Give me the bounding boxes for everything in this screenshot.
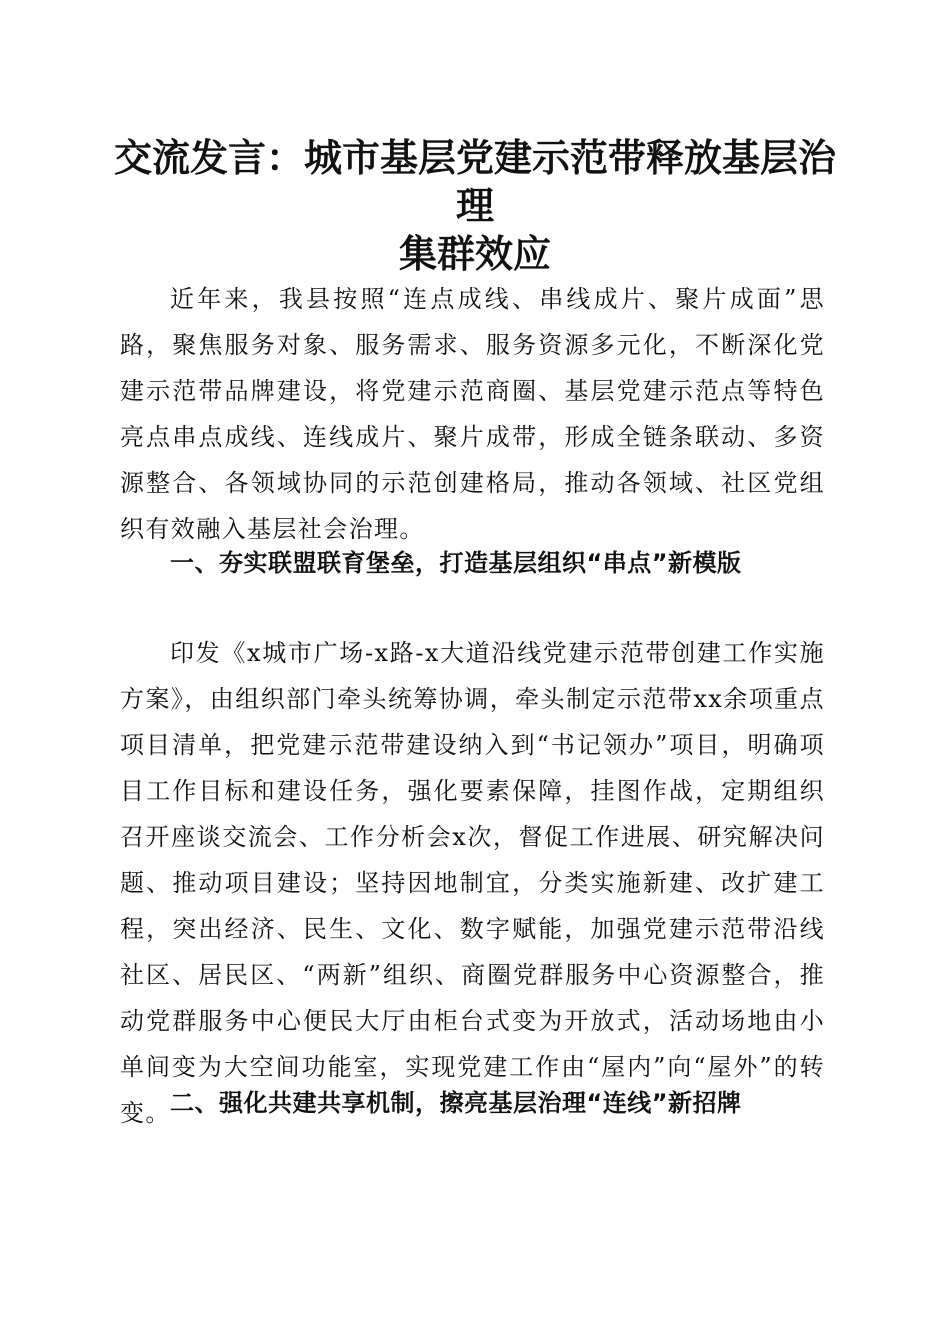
section-heading-1: 一、夯实联盟联育堡垒，打造基层组织“串点”新模版 xyxy=(170,549,742,577)
section-heading-2: 二、强化共建共享机制，擦亮基层治理“连线”新招牌 xyxy=(170,1089,742,1117)
intro-paragraph: 近年来，我县按照“连点成线、串线成片、聚片成面”思路，聚焦服务对象、服务需求、服务资源多元化，不断深化党建示范带品牌建设，将党建示范商圈、基层党建示范点等特色亮点串点成线、连线成片、聚片成带，形成全链条联动、多资源整合、各领域协同的示范创建格局，推动各领域、社区党组织有效融入基层社会治理。 xyxy=(120,285,825,543)
section-1-paragraph: 印发《x城市广场-x路-x大道沿线党建示范带创建工作实施方案》，由组织部门牵头统筹协调，牵头制定示范带xx余项重点项目清单，把党建示范带建设纳入到“书记领办”项目，明确项目工作目标和建设任务，强化要素保障，挂图作战，定期组织召开座谈交流会、工作分析会x次，督促工作进展、研究解决问题、推动项目建设；坚持因地制宜，分类实施新建、改扩建工程，突出经济、民生、文化、数字赋能，加强党建示范带沿线社区、居民区、“两新”组织、商圈党群服务中心资源整合，推动党群服务中心便民大厅由柜台式变为开放式，活动场地由小单间变为大空间功能室，实现党建工作由“屋内”向“屋外”的转变。 xyxy=(120,639,825,1127)
title-line-2: 集群效应 xyxy=(398,231,551,276)
title-line-1: 交流发言：城市基层党建示范带释放基层治理 xyxy=(113,135,836,228)
document-title xyxy=(110,134,840,278)
